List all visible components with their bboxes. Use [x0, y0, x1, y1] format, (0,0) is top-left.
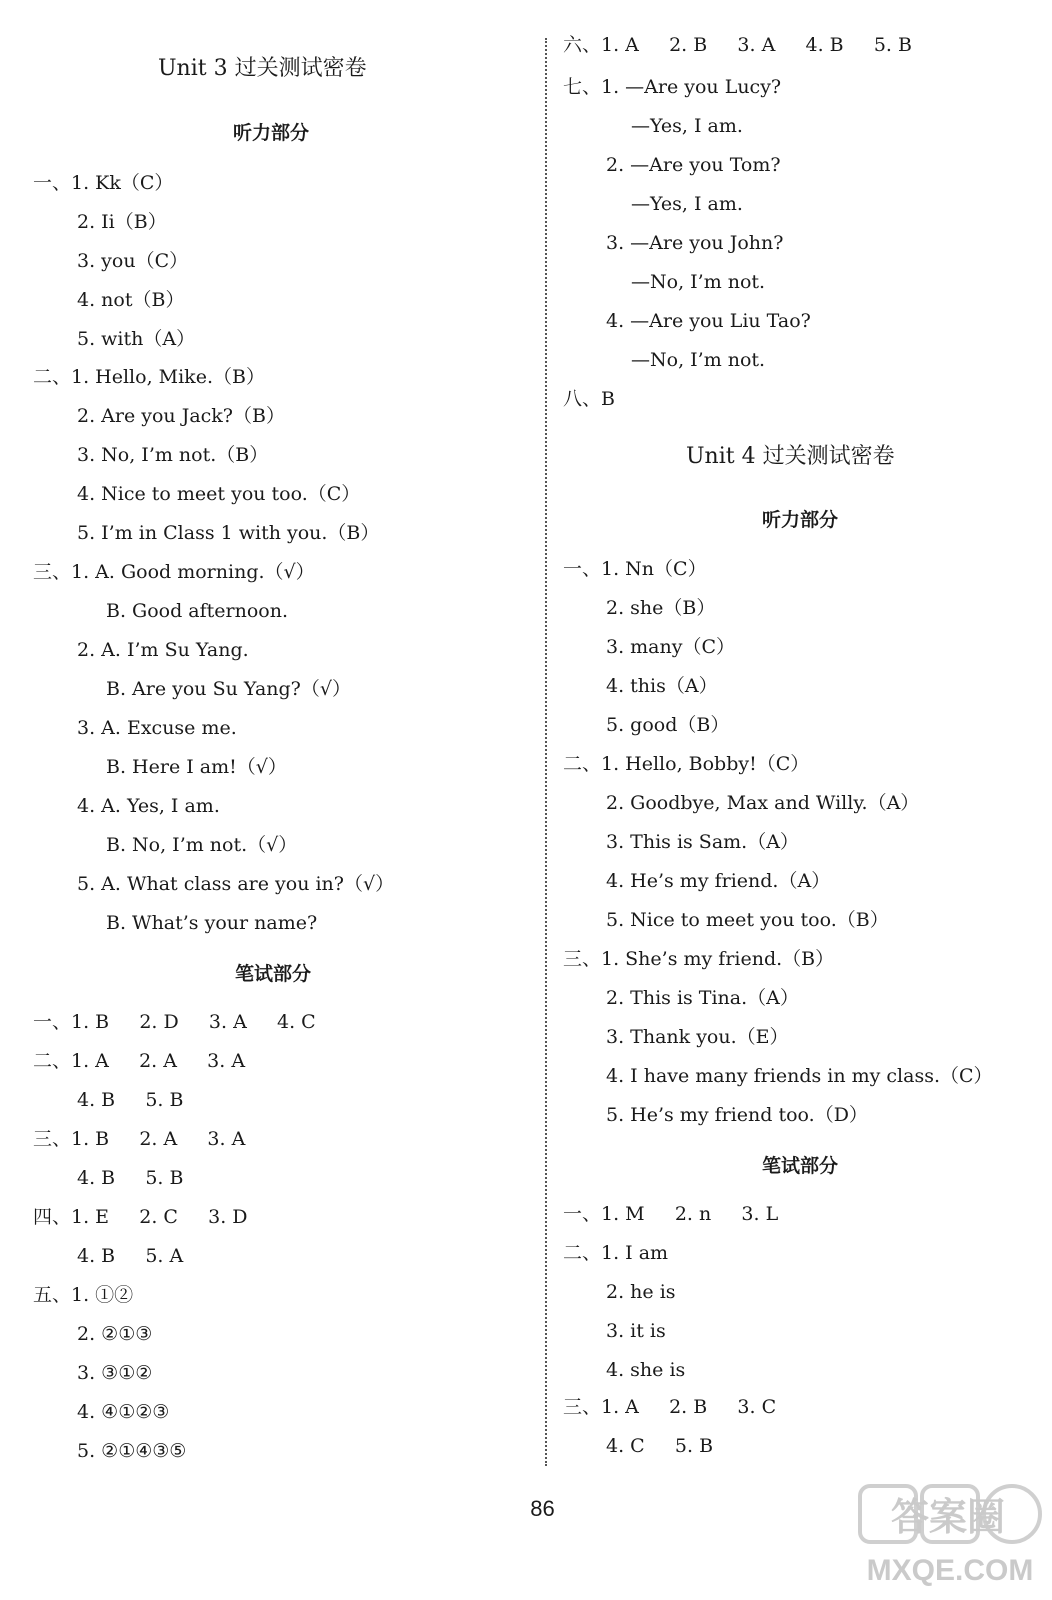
- answer-line: 4. —Are you Liu Tao?: [606, 310, 811, 332]
- answer-line: 七、1. —Are you Lucy?: [563, 76, 782, 98]
- answer-line: B. No, I’m not.（√）: [106, 834, 298, 856]
- column-divider: [545, 38, 547, 1466]
- answer-line: 5. Nice to meet you too.（B）: [606, 909, 889, 931]
- answer-line: 八、B: [563, 388, 615, 410]
- answer-line: 二、1. Hello, Mike.（B）: [33, 366, 265, 388]
- unit3-written-header: 笔试部分: [235, 963, 312, 985]
- answer-line: 一、1. M 2. n 3. L: [563, 1203, 779, 1225]
- answer-line: 三、1. A. Good morning.（√）: [33, 561, 315, 583]
- answer-line: 5. with（A）: [77, 328, 196, 350]
- watermark-url: MXQE.COM: [866, 1554, 1034, 1587]
- answer-line: 3. you（C）: [77, 250, 189, 272]
- answer-line: 3. Thank you.（E）: [606, 1026, 789, 1048]
- answer-line: 4. B 5. A: [77, 1245, 184, 1267]
- answer-line: 2. Are you Jack?（B）: [77, 405, 285, 427]
- answer-line: 4. she is: [606, 1359, 686, 1381]
- answer-line: 3. —Are you John?: [606, 232, 784, 254]
- answer-line: 2. This is Tina.（A）: [606, 987, 799, 1009]
- answer-line: 5. He’s my friend too.（D）: [606, 1104, 868, 1126]
- answer-line: B. What’s your name?: [106, 912, 318, 934]
- answer-line: 2. she（B）: [606, 597, 716, 619]
- answer-line: 二、1. Hello, Bobby!（C）: [563, 753, 810, 775]
- answer-line: 4. I have many friends in my class.（C）: [606, 1065, 993, 1087]
- answer-line: 一、1. Nn（C）: [563, 558, 707, 580]
- answer-line: 4. this（A）: [606, 675, 718, 697]
- answer-line: 5. I’m in Class 1 with you.（B）: [77, 522, 380, 544]
- answer-line: 3. it is: [606, 1320, 666, 1342]
- answer-line: 4. He’s my friend.（A）: [606, 870, 831, 892]
- answer-line: 4. not（B）: [77, 289, 185, 311]
- answer-line: 4. C 5. B: [606, 1435, 714, 1457]
- unit4-title: Unit 4 过关测试密卷: [686, 444, 895, 469]
- answer-line: 3. many（C）: [606, 636, 736, 658]
- answer-line: 2. ②①③: [77, 1323, 153, 1345]
- answer-line: B. Good afternoon.: [106, 600, 289, 622]
- answer-line: 4. B 5. B: [77, 1089, 184, 1111]
- answer-line: 二、1. I am: [563, 1242, 669, 1264]
- answer-line: —Yes, I am.: [631, 193, 743, 215]
- watermark-chars: 答案圈: [890, 1495, 1006, 1539]
- answer-line: 2. A. I’m Su Yang.: [77, 639, 249, 661]
- answer-line: 4. B 5. B: [77, 1167, 184, 1189]
- unit3-listening-header: 听力部分: [233, 122, 310, 144]
- answer-line: 三、1. A 2. B 3. C: [563, 1396, 777, 1418]
- answer-line: 一、1. Kk（C）: [33, 172, 174, 194]
- unit3-title: Unit 3 过关测试密卷: [158, 56, 367, 81]
- answer-line: 5. ②①④③⑤: [77, 1440, 187, 1462]
- answer-line: 5. good（B）: [606, 714, 730, 736]
- unit4-listening-header: 听力部分: [762, 509, 839, 531]
- answer-line: 2. —Are you Tom?: [606, 154, 781, 176]
- answer-line: 五、1. ①②: [33, 1284, 134, 1306]
- watermark-logo: [852, 1480, 1047, 1590]
- answer-line: 四、1. E 2. C 3. D: [33, 1206, 248, 1228]
- answer-line: 三、1. B 2. A 3. A: [33, 1128, 246, 1150]
- answer-line: 3. A. Excuse me.: [77, 717, 237, 739]
- answer-line: 4. Nice to meet you too.（C）: [77, 483, 361, 505]
- answer-line: 三、1. She’s my friend.（B）: [563, 948, 835, 970]
- page-number: 86: [530, 1496, 555, 1521]
- unit4-written-header: 笔试部分: [762, 1155, 839, 1177]
- answer-line: B. Are you Su Yang?（√）: [106, 678, 351, 700]
- answer-line: 六、1. A 2. B 3. A 4. B 5. B: [563, 34, 912, 56]
- answer-line: 2. Ii（B）: [77, 211, 167, 233]
- answer-line: 2. Goodbye, Max and Willy.（A）: [606, 792, 920, 814]
- answer-line: —Yes, I am.: [631, 115, 743, 137]
- answer-line: 3. This is Sam.（A）: [606, 831, 799, 853]
- answer-line: 二、1. A 2. A 3. A: [33, 1050, 246, 1072]
- answer-line: —No, I’m not.: [631, 271, 766, 293]
- answer-line: 3. No, I’m not.（B）: [77, 444, 269, 466]
- answer-line: 5. A. What class are you in?（√）: [77, 873, 395, 895]
- answer-line: 4. ④①②③: [77, 1401, 170, 1423]
- answer-line: B. Here I am!（√）: [106, 756, 287, 778]
- answer-line: 4. A. Yes, I am.: [77, 795, 220, 817]
- answer-line: —No, I’m not.: [631, 349, 766, 371]
- answer-line: 3. ③①②: [77, 1362, 153, 1384]
- answer-line: 一、1. B 2. D 3. A 4. C: [33, 1011, 316, 1033]
- answer-line: 2. he is: [606, 1281, 676, 1303]
